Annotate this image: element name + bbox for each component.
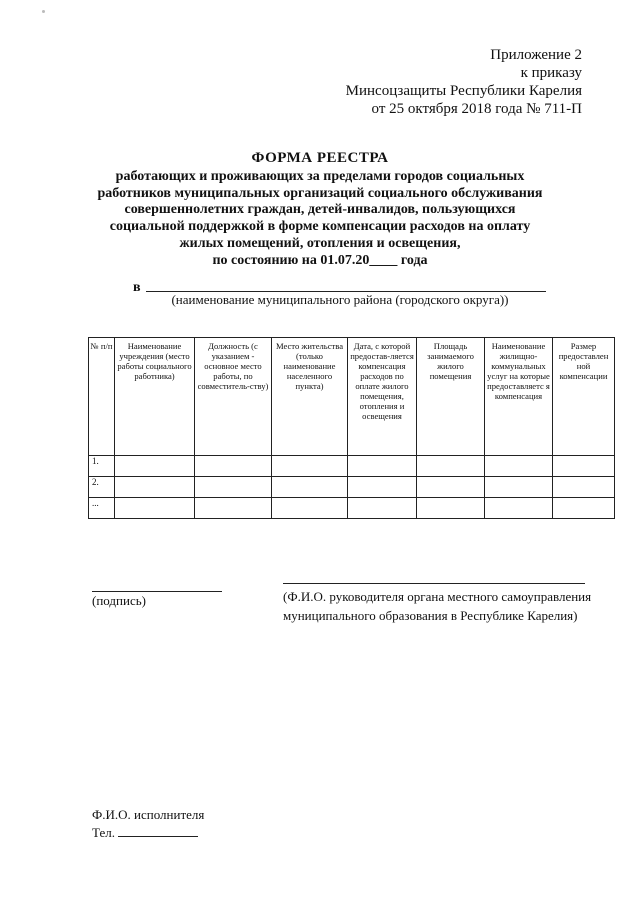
region-prefix: в bbox=[133, 280, 141, 295]
col-header-position: Должность (с указанием - основное место работы, по совместитель-ству) bbox=[195, 338, 272, 456]
scan-speck bbox=[42, 10, 45, 13]
table-cell bbox=[485, 477, 553, 498]
table-row bbox=[89, 477, 615, 498]
executor-name-label: Ф.И.О. исполнителя bbox=[92, 807, 205, 822]
table-cell bbox=[553, 456, 615, 477]
appendix-header bbox=[346, 46, 582, 118]
table-cell bbox=[272, 477, 348, 498]
table-cell bbox=[272, 456, 348, 477]
form-title-line: по состоянию на 01.07.20____ года bbox=[212, 252, 428, 268]
table-cell bbox=[553, 498, 615, 519]
head-caption-line: муниципального образования в Республике Карелия) bbox=[283, 608, 578, 623]
appendix-order-ref: к приказу bbox=[520, 65, 582, 81]
row-number: 1. bbox=[89, 456, 115, 477]
head-name-blank-line bbox=[283, 583, 585, 584]
signature-caption: (подпись) bbox=[92, 593, 146, 608]
table-cell bbox=[195, 498, 272, 519]
form-title-line: работников муниципальных организаций социального обслуживания bbox=[97, 185, 543, 201]
executor-phone-blank-line bbox=[118, 824, 198, 837]
table-cell bbox=[195, 477, 272, 498]
region-caption: (наименование муниципального района (городского округа)) bbox=[171, 292, 509, 307]
table-cell bbox=[553, 477, 615, 498]
col-header-area: Площадь занимаемого жилого помещения bbox=[417, 338, 485, 456]
head-caption-line: (Ф.И.О. руководителя органа местного самоуправления bbox=[283, 589, 592, 604]
table-header-row bbox=[89, 338, 615, 456]
appendix-number: Приложение 2 bbox=[490, 47, 582, 63]
table-cell bbox=[485, 456, 553, 477]
table-cell bbox=[195, 456, 272, 477]
table-cell bbox=[348, 477, 417, 498]
table-cell bbox=[417, 498, 485, 519]
col-header-date: Дата, с которой предостав-ляется компенсация расходов по оплате жилого помещения, отопления и освещения bbox=[348, 338, 417, 456]
col-header-number: № п/п bbox=[89, 338, 115, 456]
col-header-institution: Наименование учреждения (место работы социального работника) bbox=[115, 338, 195, 456]
table-cell bbox=[272, 498, 348, 519]
form-title-line: жилых помещений, отопления и освещения, bbox=[179, 235, 461, 251]
table-cell bbox=[348, 498, 417, 519]
table-row bbox=[89, 498, 615, 519]
appendix-ministry: Минсоцзащиты Республики Карелия bbox=[345, 83, 582, 99]
registry-table bbox=[88, 337, 615, 519]
form-title-line: работающих и проживающих за пределами городов социальных bbox=[115, 168, 525, 184]
col-header-amount: Размер предоставлен ной компенсации bbox=[553, 338, 615, 456]
table-cell bbox=[115, 477, 195, 498]
form-title-line: социальной поддержкой в форме компенсации расходов на оплату bbox=[109, 219, 531, 235]
table-cell bbox=[417, 477, 485, 498]
form-title bbox=[0, 150, 640, 270]
executor-phone-row bbox=[92, 824, 204, 842]
form-title-line: совершеннолетних граждан, детей-инвалидов, пользующихся bbox=[124, 202, 516, 218]
appendix-date: от 25 октября 2018 года № 711-П bbox=[371, 101, 582, 117]
executor-phone-label: Тел. bbox=[92, 825, 115, 840]
table-cell bbox=[115, 498, 195, 519]
row-number: ... bbox=[89, 498, 115, 519]
executor-block bbox=[92, 806, 204, 842]
table-cell bbox=[485, 498, 553, 519]
col-header-services: Наименование жилищно-коммунальных услуг на которые предоставляетс я компенсация bbox=[485, 338, 553, 456]
row-number: 2. bbox=[89, 477, 115, 498]
form-title-main: ФОРМА РЕЕСТРА bbox=[251, 150, 389, 166]
signature-blank-line bbox=[92, 591, 222, 592]
head-name-caption bbox=[283, 587, 591, 625]
table-row bbox=[89, 456, 615, 477]
col-header-residence: Место жительства (только наименование населенного пункта) bbox=[272, 338, 348, 456]
table-cell bbox=[348, 456, 417, 477]
table-cell bbox=[115, 456, 195, 477]
table-cell bbox=[417, 456, 485, 477]
